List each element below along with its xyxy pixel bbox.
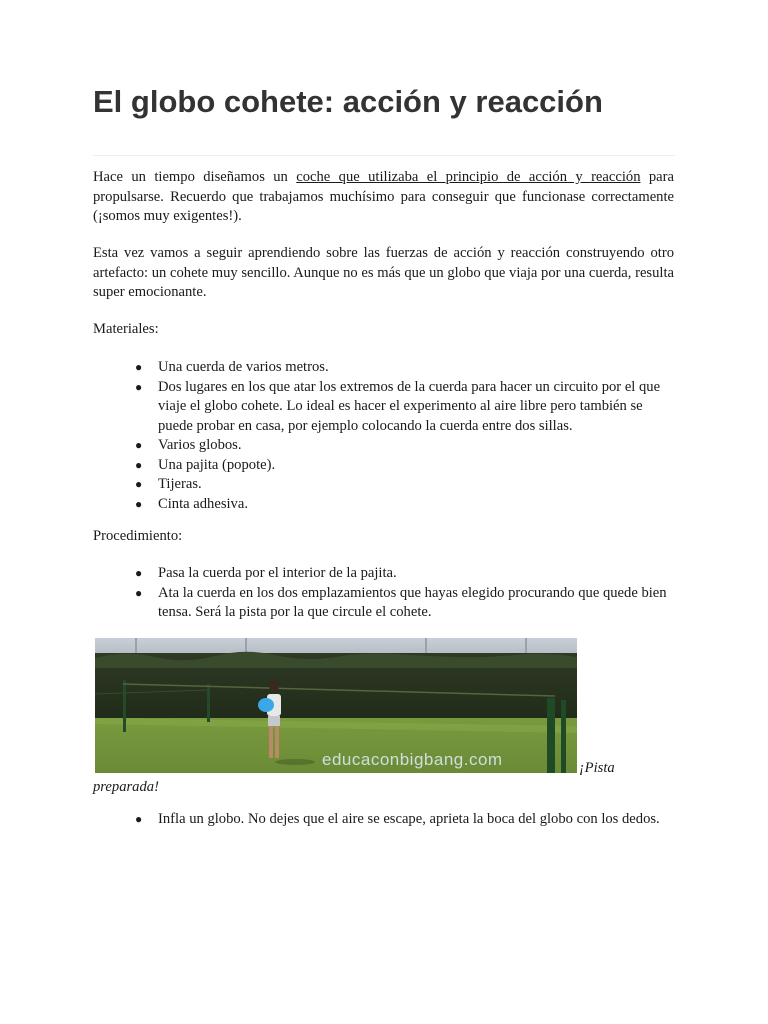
page-title: El globo cohete: acción y reacción: [93, 84, 603, 119]
bullet-icon: ●: [135, 812, 143, 826]
materials-heading: Materiales:: [93, 321, 159, 337]
bullet-icon: ●: [135, 585, 143, 600]
list-item: ● Varios globos.: [93, 436, 675, 456]
list-item: ● Una pajita (popote).: [93, 456, 675, 476]
photo-caption-end: preparada!: [93, 779, 159, 795]
bullet-icon: ●: [135, 438, 143, 452]
list-item: ● Cinta adhesiva.: [93, 495, 675, 515]
bullet-icon: ●: [135, 379, 143, 394]
intro-paragraph: [93, 168, 674, 227]
second-paragraph: Esta vez vamos a seguir aprendiendo sobre las fuerzas de acción y reacción construyendo otro artefacto: un cohete muy sencillo. Aunque no es más que un globo que viaja por una cuerda, resulta super emocionante.: [93, 245, 674, 300]
procedure-heading: Procedimiento:: [93, 528, 183, 544]
photo-watermark: educaconbigbang.com: [322, 750, 503, 769]
list-item: ● Infla un globo. No dejes que el aire se escape, aprieta la boca del globo con los dedos.: [93, 810, 675, 830]
bullet-icon: ●: [135, 457, 143, 472]
list-item: ● Una cuerda de varios metros.: [93, 358, 675, 378]
list-item: ● Pasa la cuerda por el interior de la pajita.: [93, 564, 675, 584]
title-divider: [93, 155, 675, 156]
procedure-list: [93, 564, 675, 623]
intro-text-end: para propulsarse. Recuerdo que trabajamos muchísimo para conseguir que funcionase correctamente (¡somos muy exigentes!).: [93, 169, 675, 224]
bullet-icon: ●: [135, 496, 143, 511]
intro-text-start: Hace un tiempo diseñamos un: [93, 169, 297, 185]
list-item: ● Tijeras.: [93, 475, 675, 495]
procedure-list-continued: [93, 810, 675, 830]
car-article-link[interactable]: coche que utilizaba el principio de acción y reacción: [296, 169, 641, 185]
photo-caption-start: ¡Pista: [579, 760, 615, 776]
materials-list: [93, 358, 675, 514]
bullet-icon: ●: [135, 566, 143, 580]
bullet-icon: ●: [135, 477, 143, 491]
list-item: ● Ata la cuerda en los dos emplazamientos que hayas elegido procurando que quede bien tensa. Será la pista por la que circule el cohete.: [135, 584, 667, 620]
bullet-icon: ●: [135, 360, 143, 374]
list-item: ● Dos lugares en los que atar los extremos de la cuerda para hacer un circuito por el que viaje el globo cohete. Lo ideal es hacer el experimento al aire libre pero también se puede probar en casa, por ejemplo colocando la cuerda entre dos sillas.: [135, 378, 661, 434]
